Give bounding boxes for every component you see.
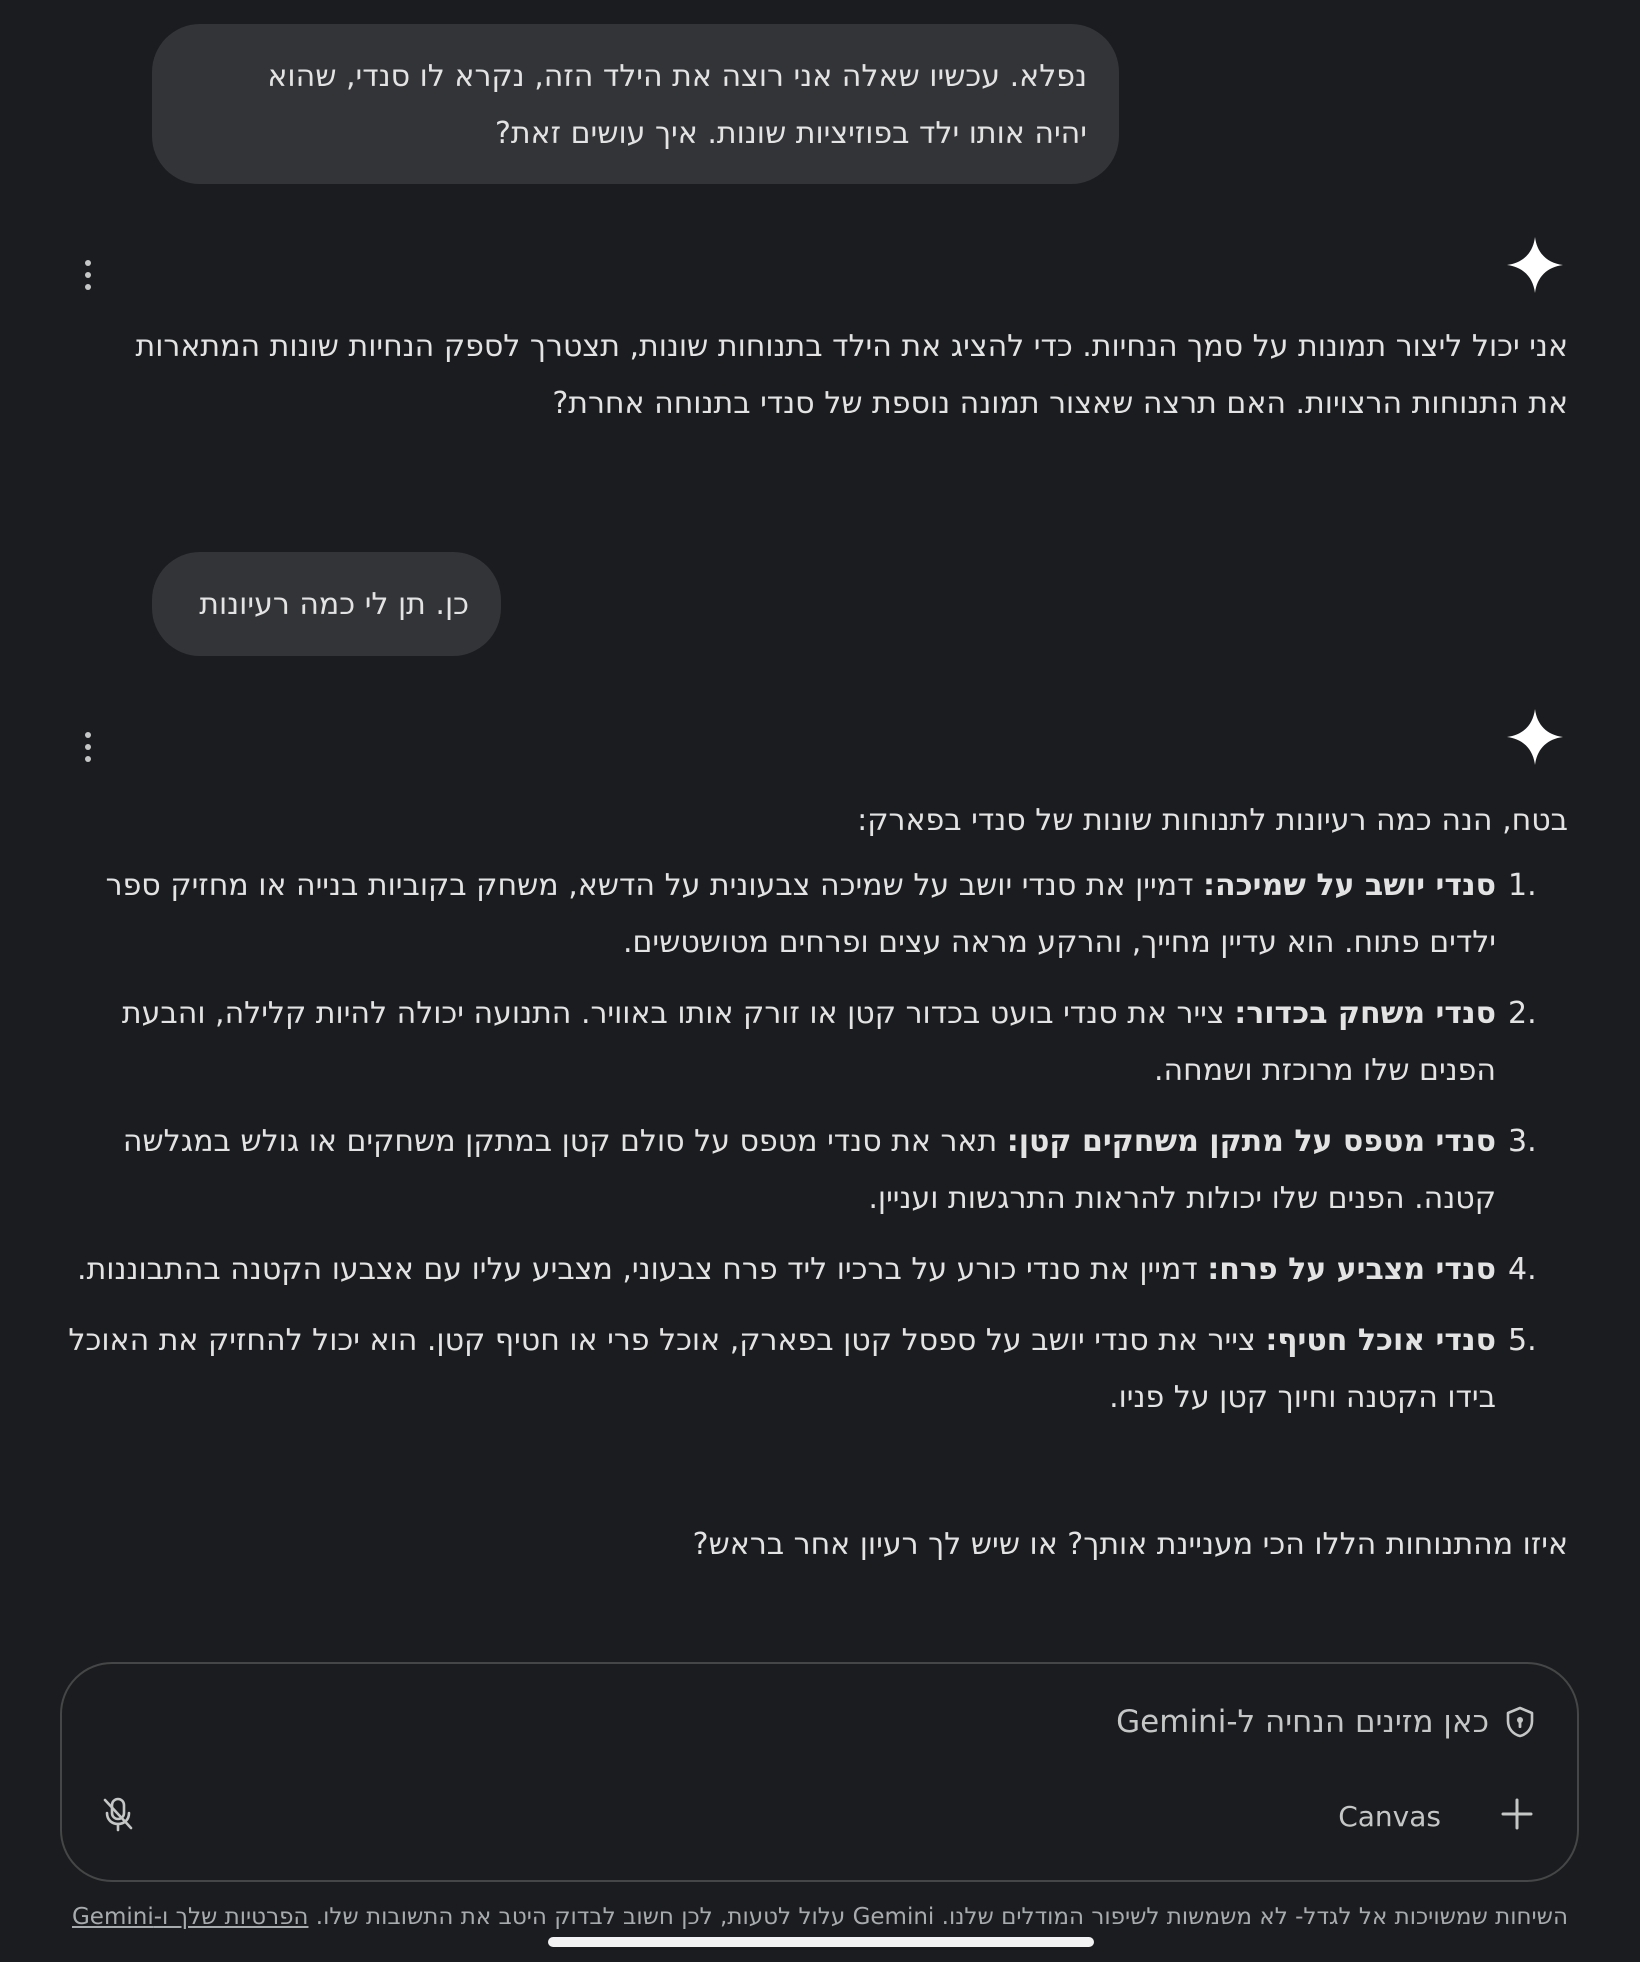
list-item-number: 4. [1508,1252,1537,1287]
prompt-input[interactable] [1116,1704,1537,1740]
canvas-button[interactable]: Canvas [1338,1800,1441,1833]
list-item-number: 1. [1508,868,1537,903]
prompt-placeholder: כאן מזינים הנחיה ל-Gemini [1116,1704,1489,1740]
plus-icon[interactable] [1497,1794,1537,1834]
assistant-response-text: אני יכול ליצור תמונות על סמך הנחיות. כדי להציג את הילד בתנוחות שונות, תצטרך לספק הנחיות שונות המתארות את התנוחות הרצויות. האם תרצה שאצור תמונה נוספת של סנדי בתנוחה אחרת? [135,329,1568,421]
user-message-text: כן. תן לי כמה רעיונות [199,587,469,622]
gemini-sparkle-icon [1505,707,1565,767]
list-item-title: סנדי יושב על שמיכה: [1203,868,1496,903]
gemini-sparkle-icon [1505,235,1565,295]
list-item-title: סנדי מטפס על מתקן משחקים קטן: [1006,1124,1496,1159]
list-item-number: 3. [1508,1124,1537,1159]
ideas-list [40,857,1568,1440]
mic-off-icon[interactable] [98,1794,138,1834]
assistant-response-outro: איזו מהתנוחות הללו הכי מעניינת אותך? או שיש לך רעיון אחר בראש? [692,1527,1568,1562]
user-message-bubble [152,552,501,656]
list-item-body: צייר את סנדי יושב על ספסל קטן בפארק, אוכל פרי או חטיף קטן. הוא יכול להחזיק את האוכל בידו הקטנה וחיוך קטן על פניו. [68,1323,1496,1415]
more-options-icon[interactable] [78,732,98,762]
list-item-title: סנדי אוכל חטיף: [1265,1323,1496,1358]
list-item [40,1312,1568,1426]
more-options-icon[interactable] [78,260,98,290]
list-item-body: תאר את סנדי מטפס על סולם קטן במתקן משחקים או גולש במגלשה קטנה. הפנים שלו יכולות להראות התרגשות ועניין. [122,1124,1496,1216]
list-item [40,1241,1568,1298]
list-item-number: 2. [1508,996,1537,1031]
list-item-title: סנדי משחק בכדור: [1234,996,1496,1031]
list-item-body: דמיין את סנדי יושב על שמיכה צבעונית על הדשא, משחק בקוביות בנייה או מחזיק ספר ילדים פתוח. הוא עדיין מחייך, והרקע מראה עצים ופרחים מטושטשים. [105,868,1496,960]
disclaimer-text: השיחות שמשויכות אל לגדל- לא משמשות לשיפור המודלים שלנו. Gemini עלול לטעות, לכן חשוב לבדוק היטב את התשובות שלו. [315,1904,1568,1930]
user-message-line: יהיה אותו ילד בפוזיציות שונות. איך עושים זאת? [494,116,1087,151]
disclaimer-footer [0,1904,1640,1930]
list-item [40,985,1568,1099]
privacy-link[interactable]: הפרטיות שלך ו-Gemini [71,1904,309,1930]
shield-icon [1503,1705,1537,1739]
assistant-response-intro: בטח, הנה כמה רעיונות לתנוחות שונות של סנדי בפארק: [857,803,1568,838]
list-item-number: 5. [1508,1323,1537,1358]
user-message-bubble [152,24,1119,184]
list-item [40,1113,1568,1227]
list-item [40,857,1568,971]
prompt-composer[interactable] [60,1662,1579,1882]
user-message-line: נפלא. עכשיו שאלה אני רוצה את הילד הזה, נקרא לו סנדי, שהוא [267,59,1087,94]
home-indicator[interactable] [548,1937,1094,1947]
list-item-body: דמיין את סנדי כורע על ברכיו ליד פרח צבעוני, מצביע עליו עם אצבעו הקטנה בהתבוננות. [77,1252,1208,1287]
list-item-title: סנדי מצביע על פרח: [1207,1252,1496,1287]
list-item-body: צייר את סנדי בועט בכדור קטן או זורק אותו באוויר. התנועה יכולה להיות קלילה, והבעת הפנים שלו מרוכזת ושמחה. [121,996,1496,1088]
